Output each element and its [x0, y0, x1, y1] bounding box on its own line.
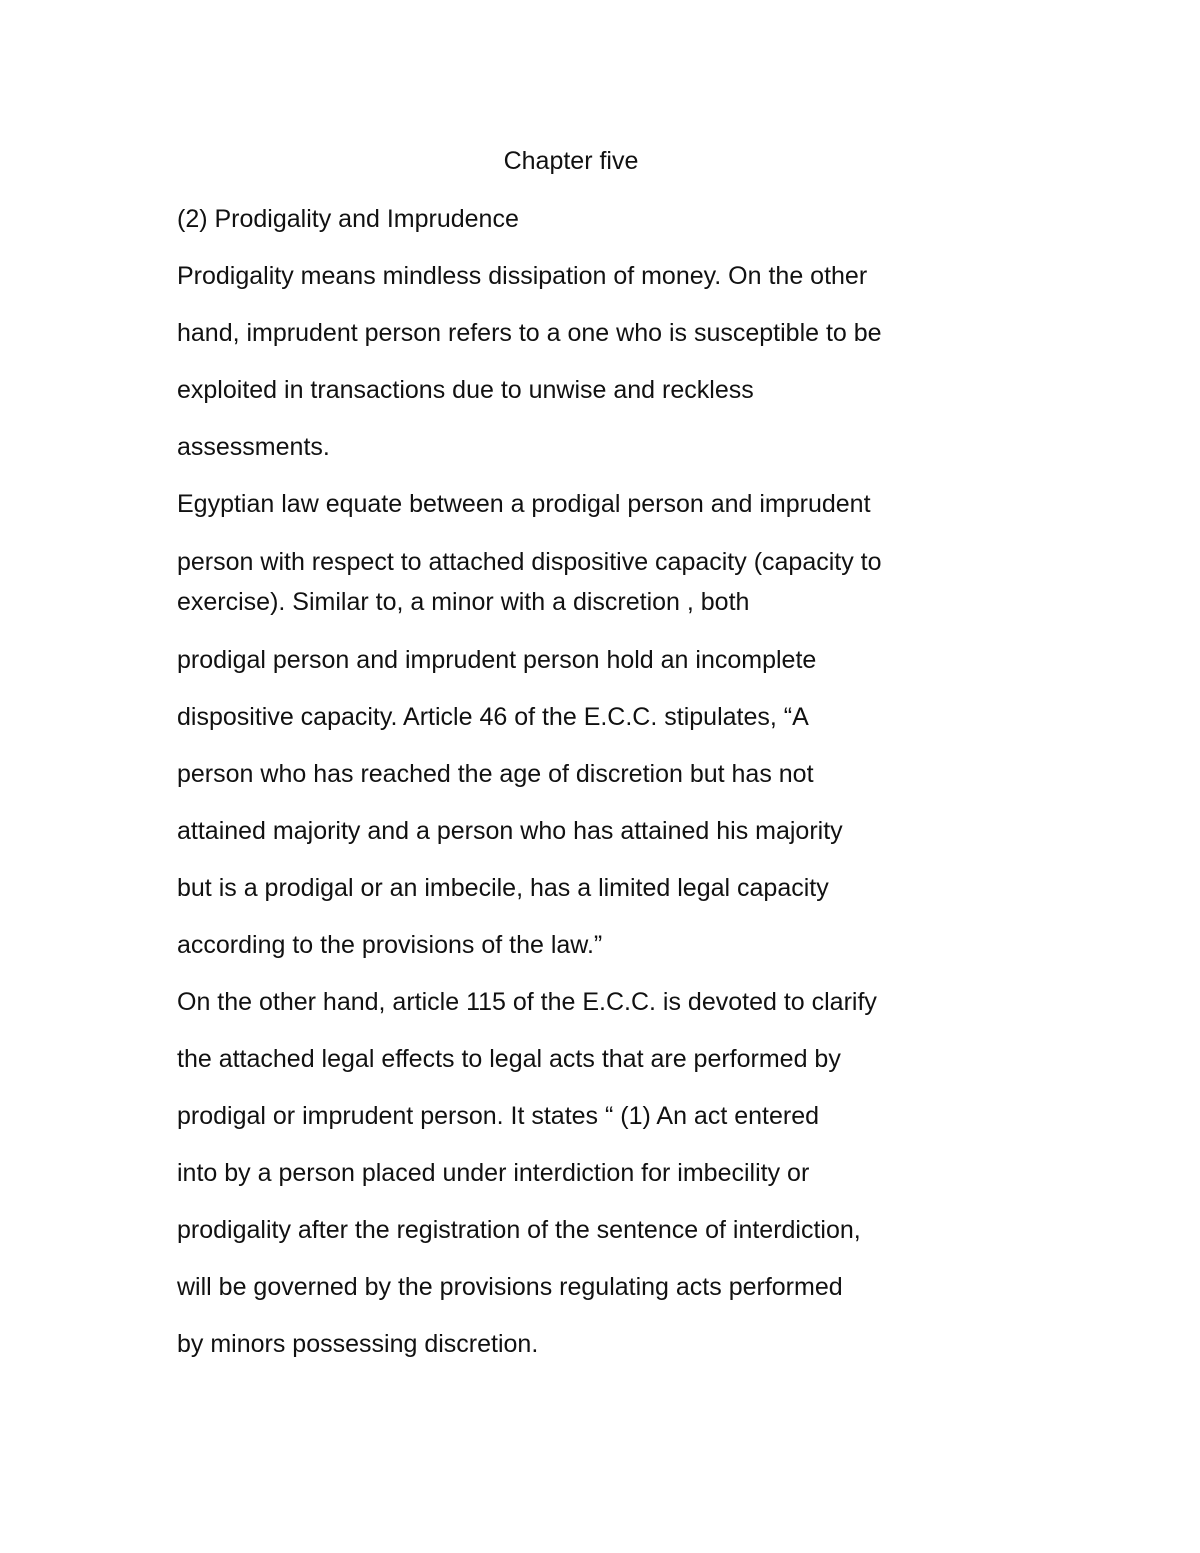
body-line: prodigality after the registration of the sentence of interdiction, — [177, 1216, 861, 1244]
body-line: but is a prodigal or an imbecile, has a limited legal capacity — [177, 874, 829, 902]
chapter-title: Chapter five — [503, 147, 639, 175]
body-line: prodigal person and imprudent person hold an incomplete — [177, 646, 817, 674]
body-line: into by a person placed under interdiction for imbecility or — [177, 1159, 810, 1187]
section-heading: (2) Prodigality and Imprudence — [177, 205, 519, 233]
body-line: by minors possessing discretion. — [177, 1330, 539, 1358]
body-line: Egyptian law equate between a prodigal person and imprudent — [177, 490, 871, 518]
body-line: person with respect to attached dispositive capacity (capacity to — [177, 548, 882, 576]
body-line: Prodigality means mindless dissipation of money. On the other — [177, 262, 868, 290]
body-line: assessments. — [177, 433, 330, 461]
body-line: person who has reached the age of discretion but has not — [177, 760, 814, 788]
body-line: prodigal or imprudent person. It states “ (1) An act entered — [177, 1102, 820, 1130]
body-line: hand, imprudent person refers to a one who is susceptible to be — [177, 319, 882, 347]
body-line: exercise). Similar to, a minor with a discretion , both — [177, 588, 750, 616]
body-line: dispositive capacity. Article 46 of the E.C.C. stipulates, “A — [177, 703, 809, 731]
body-line: according to the provisions of the law.” — [177, 931, 603, 959]
body-line: attained majority and a person who has attained his majority — [177, 817, 843, 845]
body-line: exploited in transactions due to unwise and reckless — [177, 376, 754, 404]
body-line: the attached legal effects to legal acts that are performed by — [177, 1045, 841, 1073]
body-line: On the other hand, article 115 of the E.C.C. is devoted to clarify — [177, 988, 877, 1016]
body-line: will be governed by the provisions regulating acts performed — [177, 1273, 843, 1301]
